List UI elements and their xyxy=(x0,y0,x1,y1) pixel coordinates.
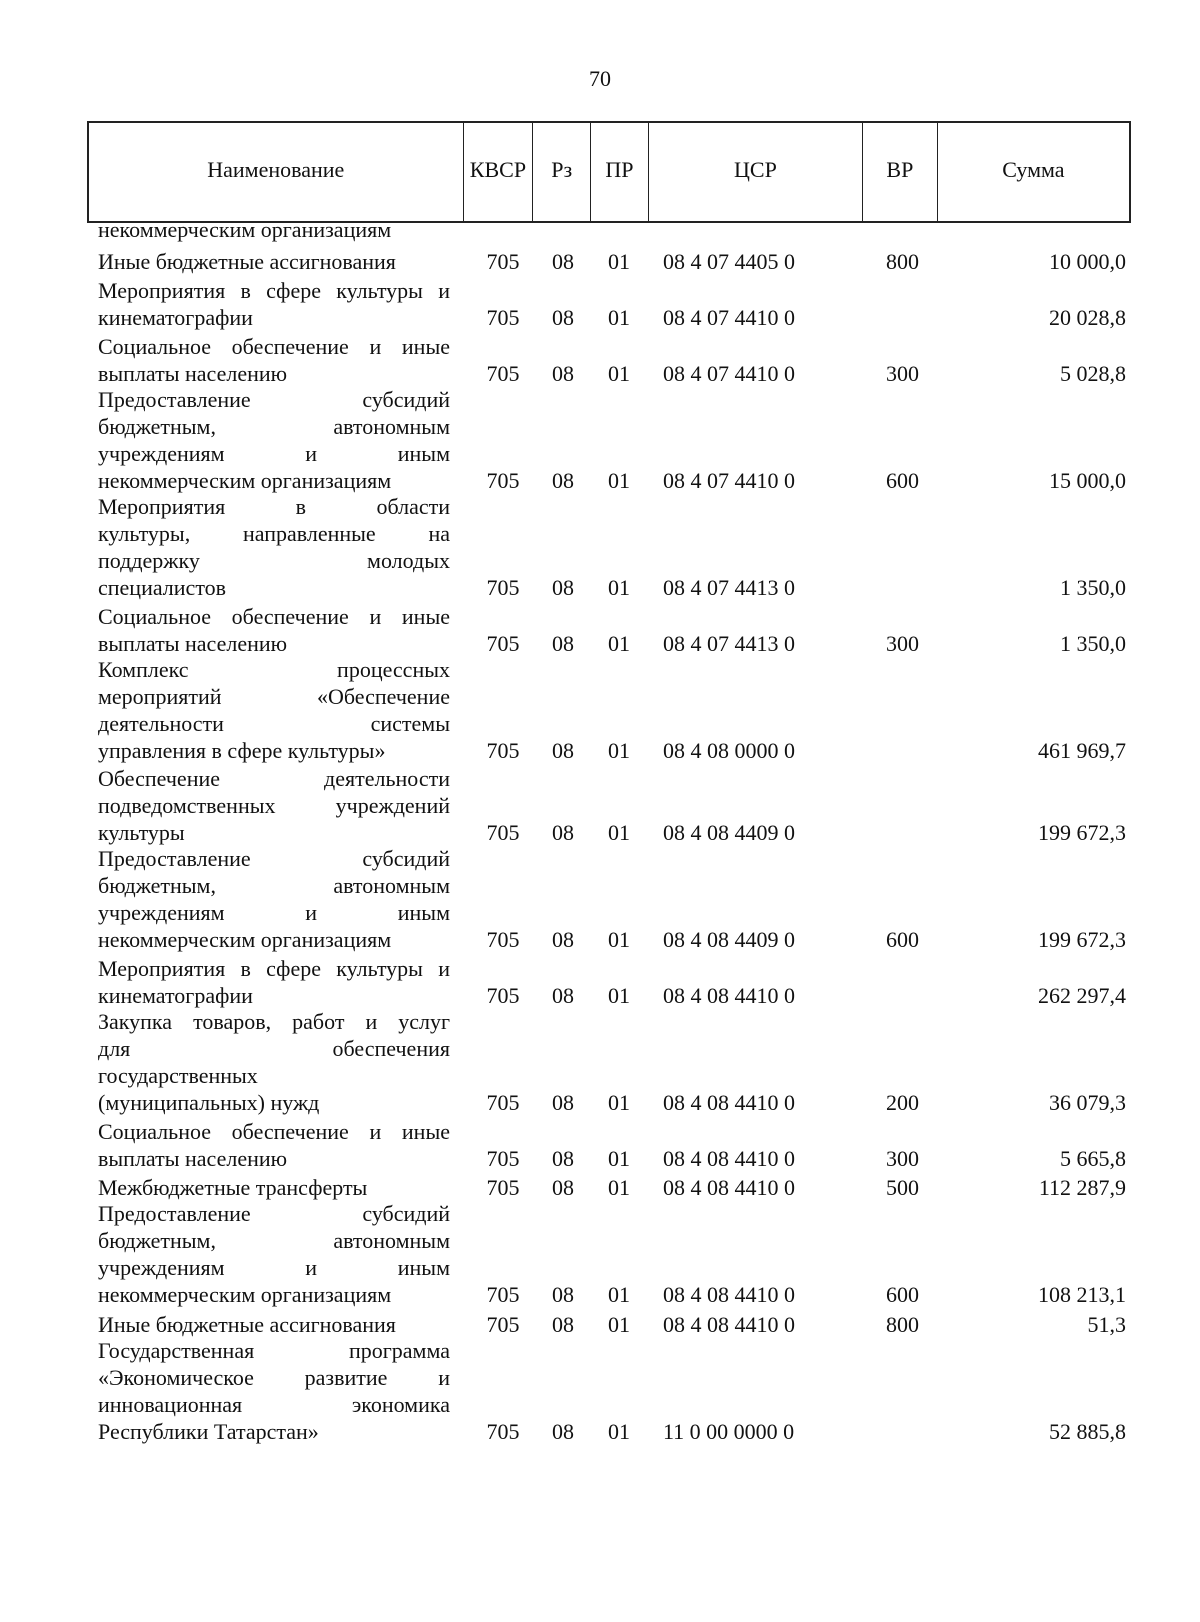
row-pr: 01 xyxy=(608,1175,630,1200)
row-rz: 08 xyxy=(552,927,574,952)
row-csr: 08 4 07 4413 0 xyxy=(663,631,795,656)
row-csr: 08 4 08 4410 0 xyxy=(663,983,795,1008)
row-rz: 08 xyxy=(552,631,574,656)
row-kvsr: 705 xyxy=(486,927,520,952)
row-kvsr: 705 xyxy=(486,631,520,656)
row-name-line: учреждениям и иным xyxy=(98,900,450,925)
row-pr: 01 xyxy=(608,575,630,600)
row-rz: 08 xyxy=(552,1419,574,1444)
row-kvsr: 705 xyxy=(486,361,520,386)
row-name-line: кинематографии xyxy=(98,305,253,330)
row-csr: 08 4 07 4410 0 xyxy=(663,468,795,493)
row-sum: 15 000,0 xyxy=(1049,468,1126,493)
row-vr: 800 xyxy=(886,1312,919,1337)
row-sum: 1 350,0 xyxy=(1060,631,1126,656)
row-name-line: Республики Татарстан» xyxy=(98,1419,319,1444)
row-rz: 08 xyxy=(552,1282,574,1307)
header-pr: ПР xyxy=(591,123,649,221)
row-name-line: выплаты населению xyxy=(98,631,288,656)
row-pr: 01 xyxy=(608,631,630,656)
row-csr: 08 4 08 4409 0 xyxy=(663,820,795,845)
row-rz: 08 xyxy=(552,983,574,1008)
row-pr: 01 xyxy=(608,1282,630,1307)
row-name-line: Предоставление субсидий xyxy=(98,846,450,871)
row-name-line: Иные бюджетные ассигнования xyxy=(98,1312,396,1337)
row-pr: 01 xyxy=(608,1419,630,1444)
row-sum: 5 028,8 xyxy=(1060,361,1126,386)
row-rz: 08 xyxy=(552,361,574,386)
row-name-line: Социальное обеспечение и иные xyxy=(98,334,450,359)
row-sum: 262 297,4 xyxy=(1038,983,1126,1008)
row-name-line: Мероприятия в области xyxy=(98,494,450,519)
row-pr: 01 xyxy=(608,468,630,493)
row-csr: 08 4 07 4410 0 xyxy=(663,361,795,386)
row-vr: 600 xyxy=(886,1282,919,1307)
row-name-line: мероприятий «Обеспечение xyxy=(98,684,450,709)
row-pr: 01 xyxy=(608,1090,630,1115)
header-csr: ЦСР xyxy=(649,123,863,221)
header-rz: Рз xyxy=(533,123,591,221)
row-kvsr: 705 xyxy=(486,1282,520,1307)
row-vr: 300 xyxy=(886,631,919,656)
row-csr: 08 4 08 4410 0 xyxy=(663,1090,795,1115)
row-kvsr: 705 xyxy=(486,820,520,845)
row-sum: 1 350,0 xyxy=(1060,575,1126,600)
row-name-line: учреждениям и иным xyxy=(98,1255,450,1280)
row-name xyxy=(98,1337,450,1445)
row-kvsr: 705 xyxy=(486,468,520,493)
row-kvsr: 705 xyxy=(486,1146,520,1171)
row-name-line: культуры xyxy=(98,820,185,845)
row-vr: 300 xyxy=(886,1146,919,1171)
row-name-line: специалистов xyxy=(98,575,227,600)
row-kvsr: 705 xyxy=(486,1419,520,1444)
row-name-line: культуры, направленные на xyxy=(98,521,450,546)
row-vr: 200 xyxy=(886,1090,919,1115)
row-name-line: Мероприятия в сфере культуры и xyxy=(98,278,450,303)
row-name-line: инновационная экономика xyxy=(98,1392,450,1417)
row-name-line: бюджетным, автономным xyxy=(98,1228,450,1253)
row-csr: 08 4 08 4410 0 xyxy=(663,1312,795,1337)
row-name-line: кинематографии xyxy=(98,983,253,1008)
row-name-line: некоммерческим организациям xyxy=(98,927,392,952)
row-rz: 08 xyxy=(552,820,574,845)
row-rz: 08 xyxy=(552,1090,574,1115)
row-kvsr: 705 xyxy=(486,983,520,1008)
row-name-line: некоммерческим организациям xyxy=(98,468,392,493)
row-csr: 08 4 07 4410 0 xyxy=(663,305,795,330)
row-name-line: Мероприятия в сфере культуры и xyxy=(98,956,450,981)
row-vr: 500 xyxy=(886,1175,919,1200)
row-rz: 08 xyxy=(552,249,574,274)
row-sum: 52 885,8 xyxy=(1049,1419,1126,1444)
row-vr: 300 xyxy=(886,361,919,386)
row-vr: 600 xyxy=(886,468,919,493)
row-sum: 20 028,8 xyxy=(1049,305,1126,330)
row-csr: 08 4 08 4410 0 xyxy=(663,1146,795,1171)
row-vr: 600 xyxy=(886,927,919,952)
row-rz: 08 xyxy=(552,305,574,330)
row-pr: 01 xyxy=(608,820,630,845)
row-sum: 36 079,3 xyxy=(1049,1090,1126,1115)
row-pr: 01 xyxy=(608,361,630,386)
row-name-line: Социальное обеспечение и иные xyxy=(98,1119,450,1144)
row-name-line: деятельности системы xyxy=(98,711,450,736)
row-csr: 08 4 07 4413 0 xyxy=(663,575,795,600)
row-name-line: некоммерческим организациям xyxy=(98,217,392,242)
row-kvsr: 705 xyxy=(486,738,520,763)
row-name-line: управления в сфере культуры» xyxy=(98,738,386,763)
row-pr: 01 xyxy=(608,1146,630,1171)
row-kvsr: 705 xyxy=(486,1175,520,1200)
row-name-line: учреждениям и иным xyxy=(98,441,450,466)
row-name-line: Иные бюджетные ассигнования xyxy=(98,249,396,274)
row-name-line: Предоставление субсидий xyxy=(98,387,450,412)
row-name-line: для обеспечения xyxy=(98,1036,450,1061)
row-name-line: Обеспечение деятельности xyxy=(98,766,450,791)
row-rz: 08 xyxy=(552,1175,574,1200)
row-name-line: государственных xyxy=(98,1063,258,1088)
header-kvsr: КВСР xyxy=(464,123,534,221)
page-number: 70 xyxy=(589,66,611,91)
row-name-line: бюджетным, автономным xyxy=(98,414,450,439)
row-sum: 461 969,7 xyxy=(1038,738,1126,763)
row-csr: 08 4 08 4409 0 xyxy=(663,927,795,952)
row-name-line: Предоставление субсидий xyxy=(98,1201,450,1226)
row-name-line: некоммерческим организациям xyxy=(98,1282,392,1307)
row-sum: 51,3 xyxy=(1087,1312,1126,1337)
row-pr: 01 xyxy=(608,305,630,330)
row-name-line: бюджетным, автономным xyxy=(98,873,450,898)
row-sum: 199 672,3 xyxy=(1038,927,1126,952)
row-name-line: выплаты населению xyxy=(98,361,288,386)
row-rz: 08 xyxy=(552,575,574,600)
row-sum: 108 213,1 xyxy=(1038,1282,1126,1307)
row-rz: 08 xyxy=(552,468,574,493)
row-vr: 800 xyxy=(886,249,919,274)
row-name-line: Государственная программа xyxy=(98,1338,450,1363)
row-csr: 08 4 08 4410 0 xyxy=(663,1175,795,1200)
header-vr: ВР xyxy=(863,123,938,221)
row-name-line: Межбюджетные трансферты xyxy=(98,1175,368,1200)
row-name-line: «Экономическое развитие и xyxy=(98,1365,450,1390)
row-kvsr: 705 xyxy=(486,1090,520,1115)
row-pr: 01 xyxy=(608,738,630,763)
row-kvsr: 705 xyxy=(486,1312,520,1337)
row-sum: 199 672,3 xyxy=(1038,820,1126,845)
row-name-line: Закупка товаров, работ и услуг xyxy=(98,1009,450,1034)
row-sum: 5 665,8 xyxy=(1060,1146,1126,1171)
row-name-line: выплаты населению xyxy=(98,1146,288,1171)
header-sum: Сумма xyxy=(1002,157,1065,182)
row-rz: 08 xyxy=(552,1146,574,1171)
row-pr: 01 xyxy=(608,927,630,952)
row-csr: 08 4 07 4405 0 xyxy=(663,249,795,274)
row-pr: 01 xyxy=(608,249,630,274)
row-kvsr: 705 xyxy=(486,575,520,600)
row-pr: 01 xyxy=(608,983,630,1008)
row-csr: 08 4 08 0000 0 xyxy=(663,738,795,763)
row-name-line: Комплекс процессных xyxy=(98,657,450,682)
row-pr: 01 xyxy=(608,1312,630,1337)
row-name-line: Социальное обеспечение и иные xyxy=(98,604,450,629)
row-sum: 10 000,0 xyxy=(1049,249,1126,274)
row-rz: 08 xyxy=(552,1312,574,1337)
row-name-line: (муниципальных) нужд xyxy=(98,1090,320,1115)
row-csr: 08 4 08 4410 0 xyxy=(663,1282,795,1307)
row-rz: 08 xyxy=(552,738,574,763)
row-csr: 11 0 00 0000 0 xyxy=(663,1419,795,1444)
row-name-line: поддержку молодых xyxy=(98,548,450,573)
row-name-line: подведомственных учреждений xyxy=(98,793,450,818)
row-kvsr: 705 xyxy=(486,305,520,330)
row-sum: 112 287,9 xyxy=(1038,1175,1126,1200)
row-kvsr: 705 xyxy=(486,249,520,274)
header-name: Наименование xyxy=(89,123,464,221)
